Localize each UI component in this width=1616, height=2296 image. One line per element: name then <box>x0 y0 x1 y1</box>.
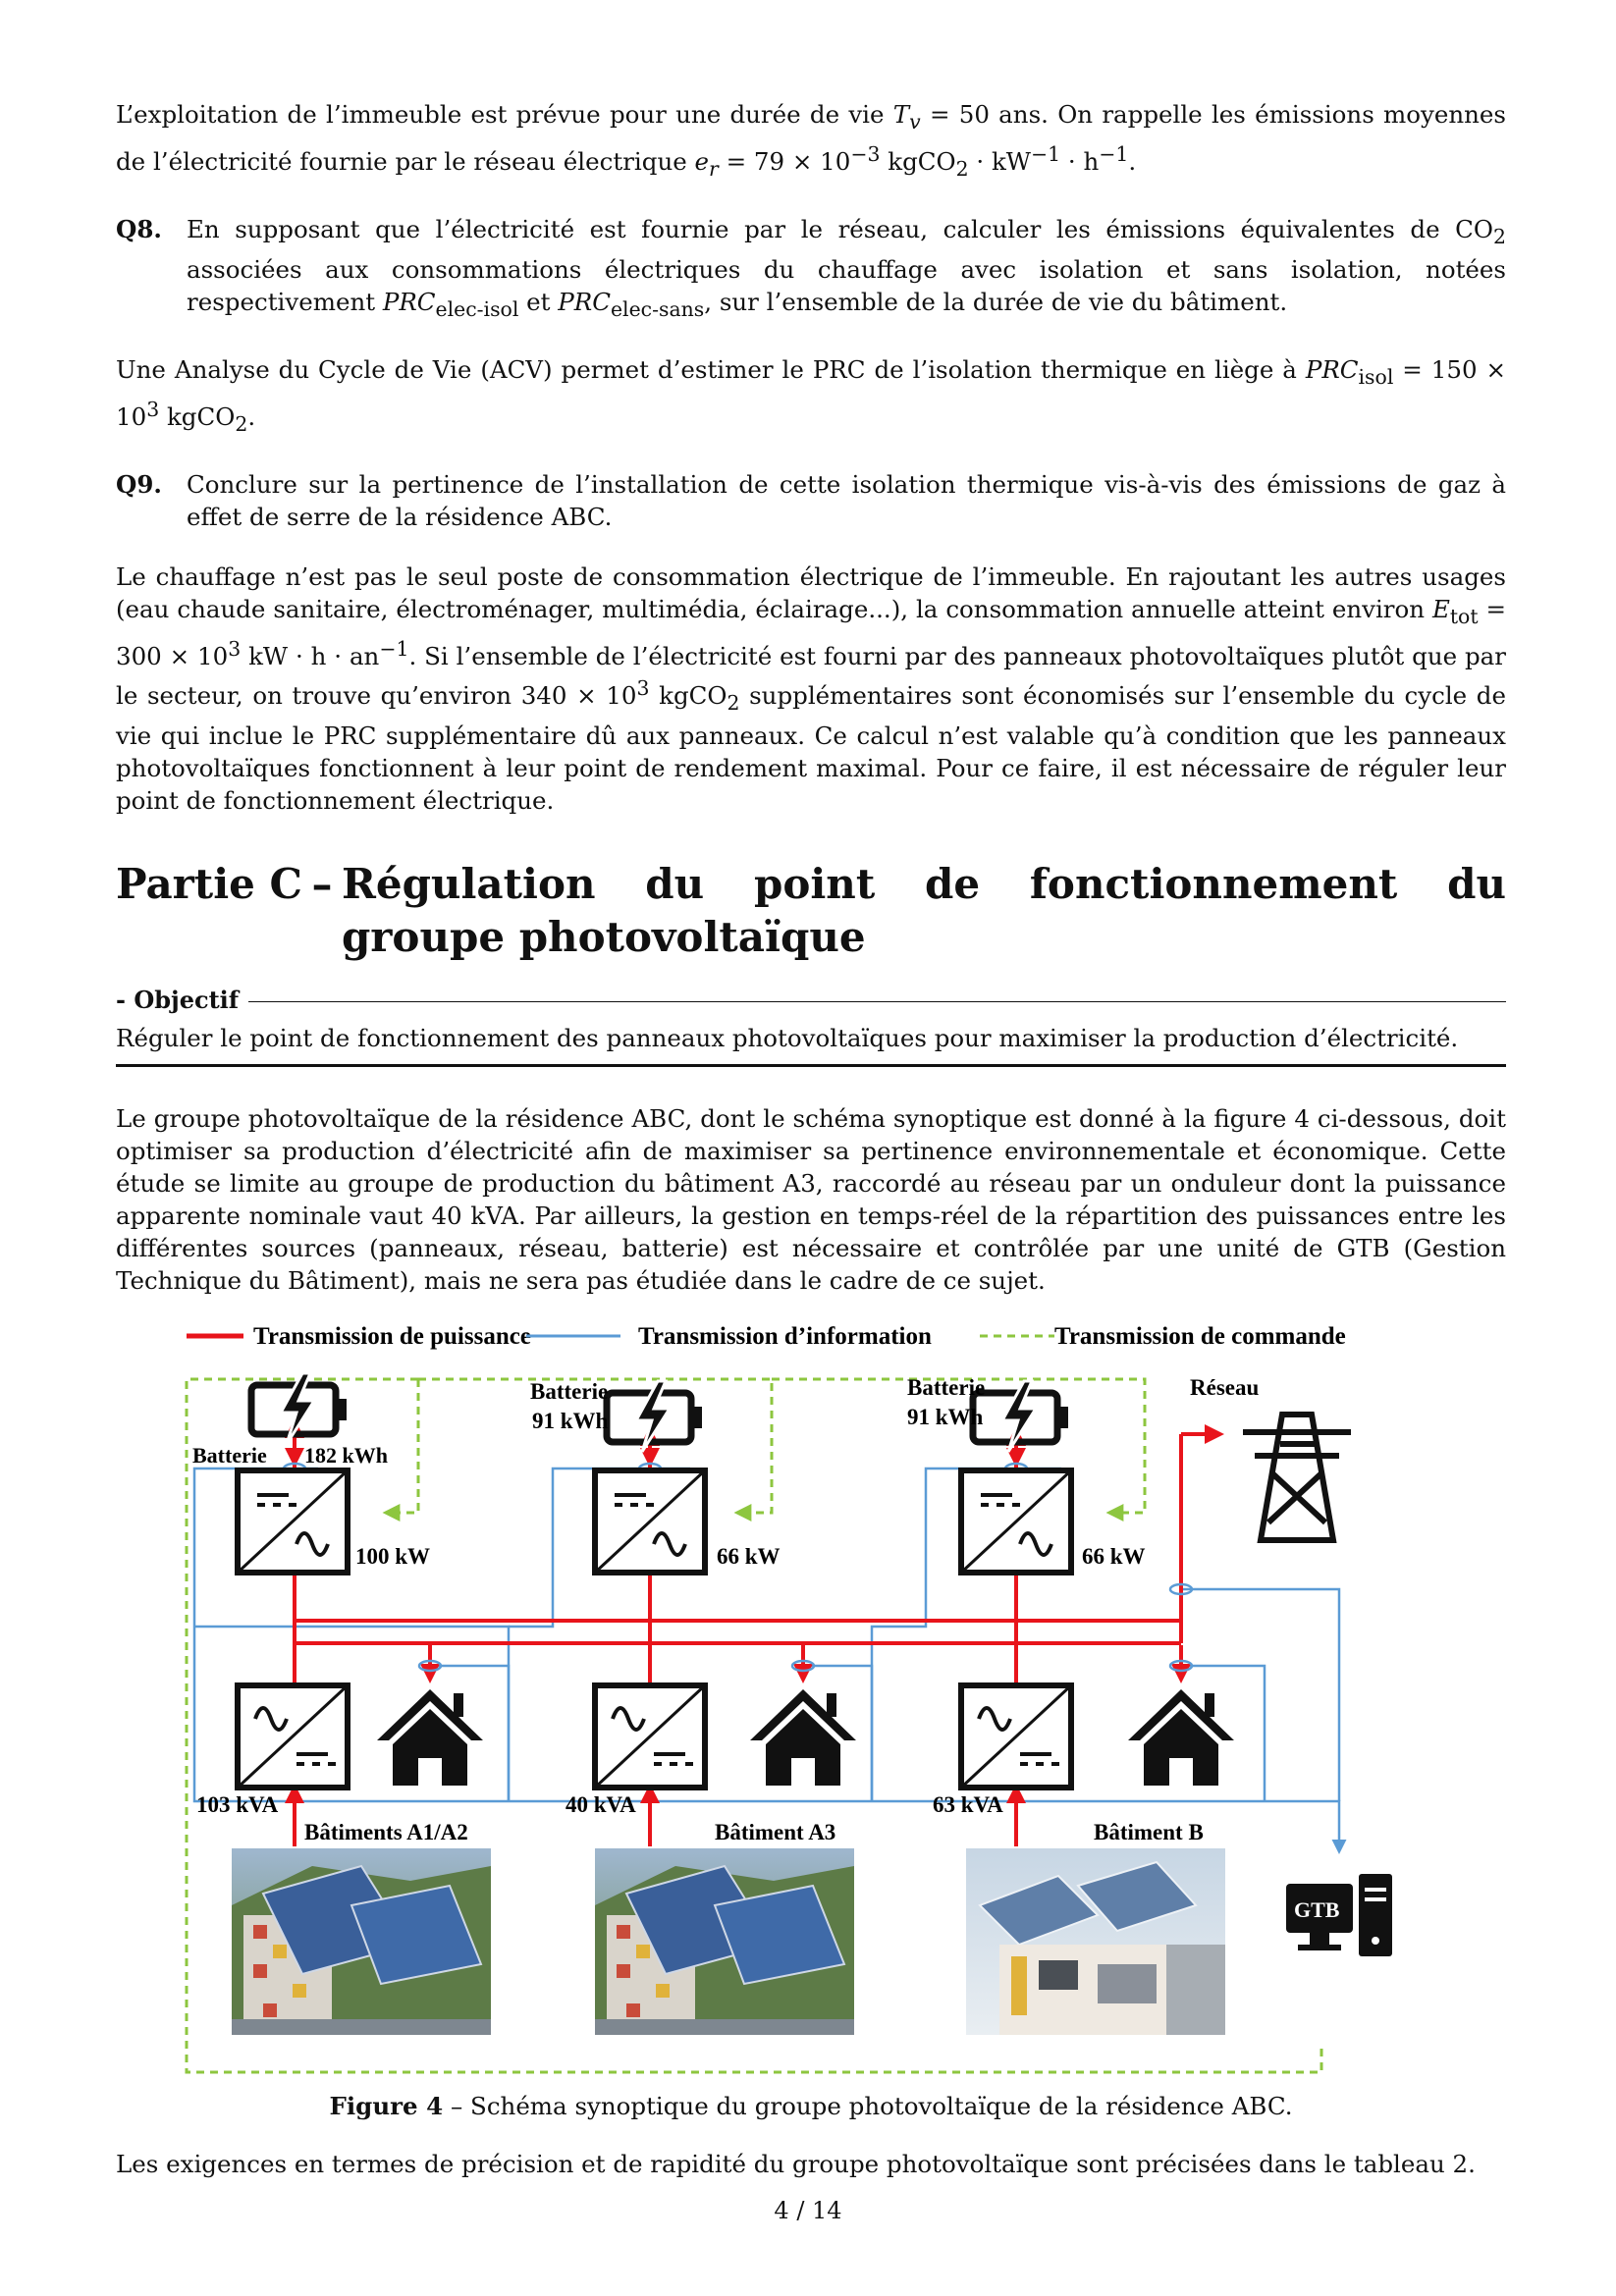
exigences-paragraph: Les exigences en termes de précision et de rapidité du groupe photovoltaïque sont précisées dans le tableau 2. <box>116 2149 1476 2178</box>
inverter-box <box>238 1685 348 1788</box>
objective-text: Réguler le point de fonctionnement des panneaux photovoltaïques pour maximiser la production d’électricité. <box>116 1014 1506 1067</box>
battery-icon <box>607 1381 702 1452</box>
information-lines <box>194 1468 1339 1851</box>
question-q9 <box>116 468 1506 533</box>
section-heading: Régulation du point de fonctionnement du groupe photovoltaïque <box>341 859 1506 961</box>
house-icon <box>750 1689 856 1786</box>
section-title <box>116 858 1506 964</box>
inverter-box <box>961 1685 1071 1788</box>
battery-icon <box>973 1381 1068 1452</box>
battery-label-2: Batterie <box>530 1378 609 1404</box>
question-text: En supposant que l’électricité est fournie par le réseau, calculer les émissions équivalentes de $CO_2$ associées aux consommations électriques du chauffage avec isolation et sans isolation, notées respectivement $PRC_{elec-isol}$ et $PRC_{elec-sans}$, sur l’ensemble de la durée de vie du bâtiment. <box>187 214 1506 321</box>
dc-converter-box <box>595 1470 705 1573</box>
chauffage-paragraph: Le chauffage n’est pas le seul poste de consommation électrique de l’immeuble. En rajoutant les autres usages (eau chaude sanitaire, électroménager, multimédia, éclairage...), la consommation annuelle atteint environ $E_{tot} = 300 \times 10^3$ kW · $h \cdot an^{-1}$. Si l’ensemble de l’électricité est fourni par des panneaux photovoltaïques plutôt que par le secteur, on trouve qu’environ $340 \times 10^3$ kgCO$_2$ supplémentaires sont économisés sur l’ensemble du cycle de vie qui inclue le PRC supplémentaire dû aux panneaux. Ce calcul n’est valable qu’à condition que les panneaux photovoltaïques fonctionnent à leur point de rendement maximal. Pour ce faire, il est nécessaire de réguler leur point de fonctionnement électrique. <box>116 561 1506 815</box>
inverter-box <box>595 1685 705 1788</box>
inverter-power-2: 40 kVA <box>566 1791 636 1817</box>
building-photo-a1a2 <box>232 1848 491 2035</box>
converter-power-1: 100 kW <box>355 1543 431 1569</box>
dc-converter-box <box>961 1470 1071 1573</box>
objective-rule <box>248 1001 1506 1002</box>
groupe-paragraph: Le groupe photovoltaïque de la résidence ABC, dont le schéma synoptique est donné à la figure 4 ci-dessous, doit optimiser sa production d’électricité afin de maximiser sa pertinence environnementale et économique. Cette étude se limite au groupe de production du bâtiment A3, raccordé au réseau par un onduleur dont la puissance apparente nominale vaut 40 kVA. Par ailleurs, la gestion en temps-réel de la répartition des puissances entre les différentes sources (panneaux, réseau, batterie) est nécessaire et contrôlée par une unité de GTB (Gestion Technique du Bâtiment), mais ne sera pas étudiée dans le cadre de ce sujet. <box>116 1103 1506 1295</box>
objective-box <box>116 986 1506 1067</box>
section-label: Partie C <box>116 859 302 908</box>
gtb-label: GTB <box>1294 1896 1340 1922</box>
reseau-label: Réseau <box>1190 1374 1260 1400</box>
battery-label-3: Batterie <box>907 1374 986 1400</box>
objective-label: - Objectif <box>116 985 240 1014</box>
objective-header <box>116 986 1506 1014</box>
legend-info-label: Transmission d’information <box>638 1322 932 1350</box>
legend-command-label: Transmission de commande <box>1054 1322 1346 1350</box>
section-dash: – <box>311 859 333 908</box>
legend <box>187 1323 1346 1350</box>
legend-power-label: Transmission de puissance <box>253 1322 531 1350</box>
question-number: Q8. <box>116 214 162 243</box>
building-photo-b <box>966 1848 1225 2035</box>
power-lines <box>295 1422 1220 1846</box>
house-icon <box>377 1689 483 1786</box>
battery-label-1: Batterie <box>192 1442 267 1468</box>
power-pylon-icon <box>1243 1415 1351 1540</box>
battery-capacity-3: 91 kWh <box>907 1404 984 1429</box>
figure-caption: Figure 4 – Schéma synoptique du groupe photovoltaïque de la résidence ABC. <box>329 2091 1293 2120</box>
converter-power-2: 66 kW <box>717 1543 781 1569</box>
building-label-3: Bâtiment B <box>1094 1819 1204 1844</box>
dc-converter-box <box>238 1470 348 1573</box>
converter-power-3: 66 kW <box>1082 1543 1146 1569</box>
acv-paragraph: Une Analyse du Cycle de Vie (ACV) permet d’estimer le PRC de l’isolation thermique en liège à $PRC_{isol} = 150 \times 10^3$ kgCO$_2$. <box>116 354 1507 436</box>
inverter-power-3: 63 kVA <box>933 1791 1003 1817</box>
building-photo-a3 <box>595 1848 854 2035</box>
battery-icon <box>251 1373 347 1444</box>
synoptic-diagram <box>116 1316 1506 2082</box>
building-label-1: Bâtiments A1/A2 <box>304 1819 468 1844</box>
building-label-2: Bâtiment A3 <box>715 1819 836 1844</box>
question-q8 <box>116 213 1506 326</box>
figure-4-diagram <box>116 1316 1506 2082</box>
question-text: Conclure sur la pertinence de l’installation de cette isolation thermique vis-à-vis des émissions de gaz à effet de serre de la résidence ABC. <box>187 469 1506 531</box>
battery-capacity-2: 91 kWh <box>532 1408 609 1433</box>
battery-capacity-1: 182 kWh <box>304 1442 388 1468</box>
page-number: 4 / 14 <box>774 2197 842 2224</box>
question-number: Q9. <box>116 469 162 499</box>
intro-paragraph: L’exploitation de l’immeuble est prévue pour une durée de vie $T_v = 50$ ans. On rappelle les émissions moyennes de l’électricité fournie par le réseau électrique $e_r = 79 \times 10^{-3}$ kgCO$_2$ · $kW^{-1} \cdot h^{-1}$. <box>116 100 1506 181</box>
house-icon <box>1128 1689 1234 1786</box>
inverter-power-1: 103 kVA <box>196 1791 279 1817</box>
